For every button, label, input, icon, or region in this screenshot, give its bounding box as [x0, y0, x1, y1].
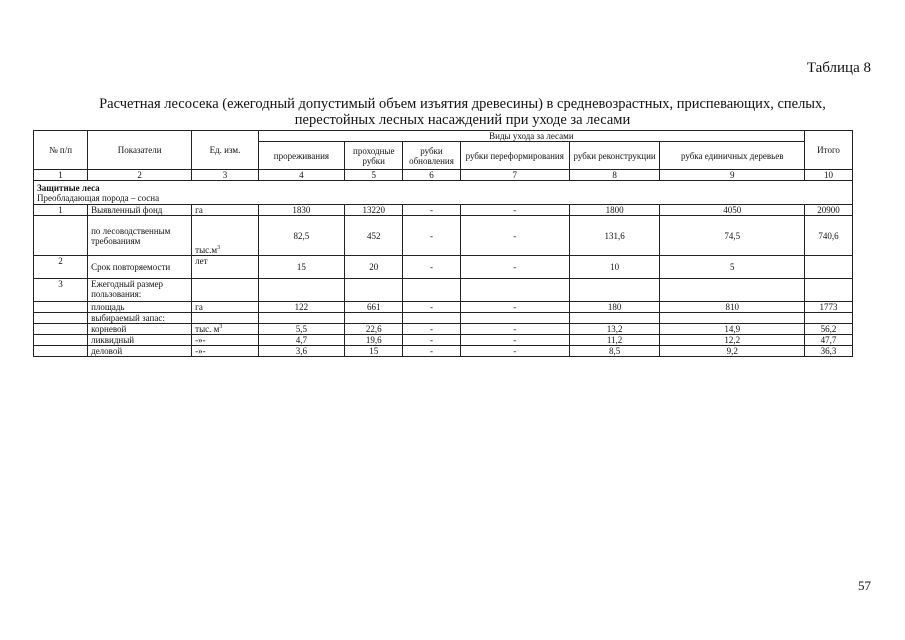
- row-unit: -»-: [192, 346, 259, 357]
- page-number: 57: [858, 578, 871, 593]
- row-num: 2: [34, 256, 88, 279]
- table-row: [34, 216, 853, 256]
- row-unit: га: [192, 205, 259, 216]
- col-number: 9: [660, 170, 805, 181]
- row-value: 3,6: [258, 346, 344, 357]
- header-type: рубки обновления: [403, 142, 460, 170]
- row-num: [34, 302, 88, 313]
- header-unit: Ед. изм.: [192, 131, 259, 170]
- row-unit: тыс. $м^3$: [192, 324, 259, 335]
- row-value: [258, 279, 344, 302]
- row-value: 661: [345, 302, 403, 313]
- table-row: [34, 313, 853, 324]
- row-value: 14,9: [660, 324, 805, 335]
- row-value: 15: [345, 346, 403, 357]
- row-value: 15: [258, 256, 344, 279]
- row-value: [569, 313, 660, 324]
- row-num: [34, 335, 88, 346]
- row-value: [460, 279, 569, 302]
- row-value: 1830: [258, 205, 344, 216]
- harvest-table: [33, 130, 853, 357]
- row-value: -: [460, 335, 569, 346]
- row-unit: га: [192, 302, 259, 313]
- row-value: [403, 279, 460, 302]
- row-name: площадь: [88, 302, 192, 313]
- row-total: 47,7: [805, 335, 853, 346]
- title-line-1: Расчетная лесосека (ежегодный допустимый объем изъятия древесины) в средневозрастных, приспевающих, спелых,: [99, 96, 826, 112]
- row-value: 810: [660, 302, 805, 313]
- row-value: [569, 279, 660, 302]
- row-value: -: [460, 346, 569, 357]
- table-row: [34, 205, 853, 216]
- row-num: [34, 346, 88, 357]
- table-row: [34, 302, 853, 313]
- row-value: -: [403, 205, 460, 216]
- title-line-2: перестойных лесных насаждений при уходе за лесами: [294, 112, 631, 128]
- row-value: 74,5: [660, 216, 805, 256]
- row-value: -: [403, 335, 460, 346]
- row-value: 22,6: [345, 324, 403, 335]
- row-value: 9,2: [660, 346, 805, 357]
- row-value: -: [460, 205, 569, 216]
- row-num: [34, 324, 88, 335]
- col-number: 2: [88, 170, 192, 181]
- col-number: 1: [34, 170, 88, 181]
- row-value: 13220: [345, 205, 403, 216]
- section-title: Защитные леса: [37, 183, 100, 193]
- row-value: 131,6: [569, 216, 660, 256]
- row-name: ликвидный: [88, 335, 192, 346]
- row-total: [805, 256, 853, 279]
- header-indicator: Показатели: [88, 131, 192, 170]
- header-type: прореживания: [258, 142, 344, 170]
- row-total: [805, 279, 853, 302]
- row-value: 180: [569, 302, 660, 313]
- row-value: -: [403, 346, 460, 357]
- row-value: 4050: [660, 205, 805, 216]
- header-type: рубки переформирования: [460, 142, 569, 170]
- row-value: 13,2: [569, 324, 660, 335]
- row-name: по лесоводственным требованиям: [88, 216, 192, 256]
- section-row: [34, 181, 853, 205]
- row-value: 5,5: [258, 324, 344, 335]
- header-total: Итого: [805, 131, 853, 170]
- table-row: [34, 279, 853, 302]
- row-value: [660, 313, 805, 324]
- section-subtitle: Преобладающая порода – сосна: [37, 193, 160, 203]
- row-value: 19,6: [345, 335, 403, 346]
- row-name: выбираемый запас:: [88, 313, 192, 324]
- row-value: -: [460, 324, 569, 335]
- row-num: 1: [34, 205, 88, 216]
- table-row: [34, 335, 853, 346]
- header-type: рубка единичных деревьев: [660, 142, 805, 170]
- row-name: Срок повторяемости: [88, 256, 192, 279]
- col-number: 4: [258, 170, 344, 181]
- col-number: 10: [805, 170, 853, 181]
- row-value: 5: [660, 256, 805, 279]
- row-value: 82,5: [258, 216, 344, 256]
- row-name: Выявленный фонд: [88, 205, 192, 216]
- table-label: Таблица 8: [806, 60, 871, 76]
- header-type: проходные рубки: [345, 142, 403, 170]
- header-row-1: [34, 131, 853, 142]
- table-row: [34, 324, 853, 335]
- table-row: [34, 346, 853, 357]
- row-value: [660, 279, 805, 302]
- row-value: 4,7: [258, 335, 344, 346]
- col-number: 6: [403, 170, 460, 181]
- row-value: -: [460, 216, 569, 256]
- row-total: 56,2: [805, 324, 853, 335]
- header-num: № п/п: [34, 131, 88, 170]
- row-value: 10: [569, 256, 660, 279]
- col-number: 8: [569, 170, 660, 181]
- row-num: [34, 313, 88, 324]
- row-name: деловой: [88, 346, 192, 357]
- table-title: [40, 96, 885, 128]
- row-total: 20900: [805, 205, 853, 216]
- row-value: 1800: [569, 205, 660, 216]
- row-total: 36,3: [805, 346, 853, 357]
- row-value: -: [460, 256, 569, 279]
- row-unit: лет: [192, 256, 259, 279]
- row-unit: [192, 279, 259, 302]
- row-value: -: [403, 256, 460, 279]
- row-value: [345, 313, 403, 324]
- row-unit: -»-: [192, 335, 259, 346]
- row-name: корневой: [88, 324, 192, 335]
- row-value: [345, 279, 403, 302]
- row-unit: $тыс.м^3$: [192, 216, 259, 256]
- row-value: -: [403, 216, 460, 256]
- row-total: [805, 313, 853, 324]
- row-value: 12,2: [660, 335, 805, 346]
- row-value: 20: [345, 256, 403, 279]
- column-number-row: [34, 170, 853, 181]
- row-value: 8,5: [569, 346, 660, 357]
- row-value: -: [460, 302, 569, 313]
- row-value: 11,2: [569, 335, 660, 346]
- row-value: 452: [345, 216, 403, 256]
- header-group: Виды ухода за лесами: [258, 131, 804, 142]
- row-num: 3: [34, 279, 88, 302]
- row-value: [403, 313, 460, 324]
- row-unit: [192, 313, 259, 324]
- header-type: рубки реконструкции: [569, 142, 660, 170]
- row-num: [34, 216, 88, 256]
- col-number: 7: [460, 170, 569, 181]
- row-value: -: [403, 324, 460, 335]
- section-cell: [34, 181, 853, 205]
- row-value: [460, 313, 569, 324]
- row-value: [258, 313, 344, 324]
- row-value: 122: [258, 302, 344, 313]
- row-name: Ежегодный размер пользования:: [88, 279, 192, 302]
- row-total: 740,6: [805, 216, 853, 256]
- row-value: -: [403, 302, 460, 313]
- col-number: 3: [192, 170, 259, 181]
- col-number: 5: [345, 170, 403, 181]
- table-row: [34, 256, 853, 279]
- row-total: 1773: [805, 302, 853, 313]
